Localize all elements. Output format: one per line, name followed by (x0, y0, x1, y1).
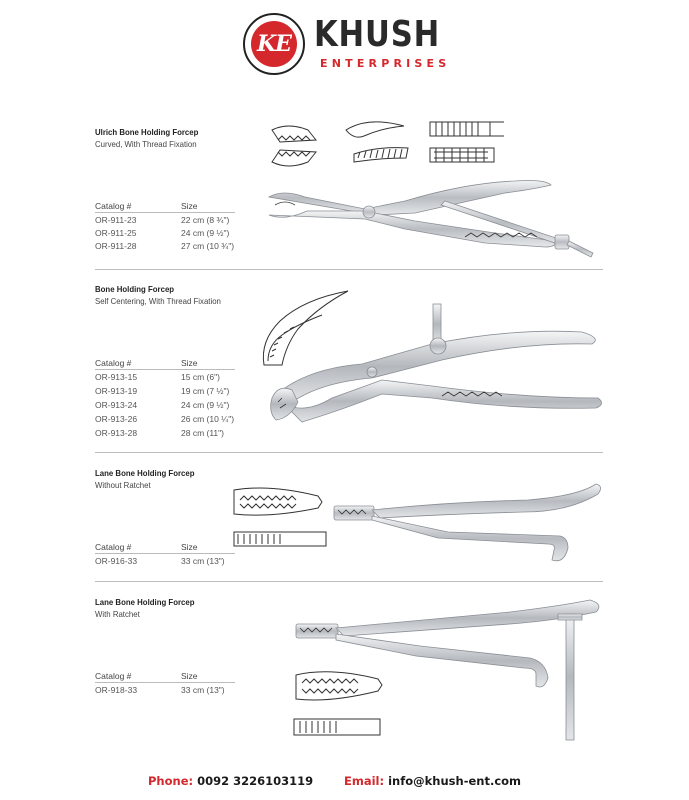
product-title: Lane Bone Holding Forcep (95, 468, 195, 478)
catalog-header: Catalog # (95, 201, 132, 211)
size-value: 26 cm (10 ¼") (181, 414, 235, 424)
product-title: Bone Holding Forcep (95, 284, 175, 294)
size-header: Size (181, 542, 198, 552)
logo-emblem (243, 13, 305, 75)
footer-phone (148, 774, 313, 788)
size-value: 28 cm (11") (181, 428, 225, 438)
forcep-illustration (265, 175, 605, 260)
jaw-detail-diagram (230, 480, 330, 552)
brand-name: KHUSH (314, 14, 441, 55)
catalog-number: OR-911-28 (95, 241, 137, 251)
catalog-number: OR-911-25 (95, 228, 137, 238)
table-rule (95, 369, 235, 370)
phone-number[interactable]: 0092 3226103119 (197, 774, 314, 788)
email-label: Email: (344, 774, 385, 788)
size-value: 33 cm (13") (181, 685, 225, 695)
product-subtitle: Without Ratchet (95, 480, 151, 490)
section-divider (95, 452, 603, 453)
product-title: Ulrich Bone Holding Forcep (95, 127, 199, 137)
size-header: Size (181, 358, 198, 368)
size-value: 22 cm (8 ¾") (181, 215, 230, 225)
catalog-header: Catalog # (95, 542, 132, 552)
logo-monogram: KE (251, 21, 297, 67)
catalog-number: OR-913-15 (95, 372, 138, 382)
product-subtitle: Self Centering, With Thread Fixation (95, 296, 221, 306)
company-logo (243, 13, 453, 79)
forcep-illustration (328, 480, 608, 566)
size-header: Size (181, 201, 198, 211)
table-rule (95, 682, 235, 683)
catalog-number: OR-911-23 (95, 215, 137, 225)
catalog-header: Catalog # (95, 671, 132, 681)
section-divider (95, 581, 603, 582)
catalog-number: OR-913-28 (95, 428, 138, 438)
product-subtitle: Curved, With Thread Fixation (95, 139, 197, 149)
product-subtitle: With Ratchet (95, 609, 140, 619)
section-divider (95, 269, 603, 270)
size-value: 24 cm (9 ½") (181, 400, 230, 410)
catalog-number: OR-918-33 (95, 685, 138, 695)
catalog-header: Catalog # (95, 358, 132, 368)
size-value: 33 cm (13") (181, 556, 225, 566)
catalog-number: OR-916-33 (95, 556, 138, 566)
catalog-number: OR-913-26 (95, 414, 138, 424)
forcep-illustration (290, 598, 608, 744)
forcep-illustration (262, 298, 607, 433)
product-title: Lane Bone Holding Forcep (95, 597, 195, 607)
table-rule (95, 212, 235, 213)
size-value: 24 cm (9 ½") (181, 228, 230, 238)
jaw-detail-diagram (268, 118, 508, 178)
size-value: 19 cm (7 ½") (181, 386, 230, 396)
phone-label: Phone: (148, 774, 194, 788)
catalog-number: OR-913-24 (95, 400, 138, 410)
footer-email (344, 774, 521, 788)
email-address[interactable]: info@khush-ent.com (388, 774, 522, 788)
size-value: 27 cm (10 ¾") (181, 241, 235, 251)
brand-subname: ENTERPRISES (320, 57, 451, 70)
size-header: Size (181, 671, 198, 681)
size-value: 15 cm (6") (181, 372, 220, 382)
catalog-number: OR-913-19 (95, 386, 138, 396)
table-rule (95, 553, 235, 554)
